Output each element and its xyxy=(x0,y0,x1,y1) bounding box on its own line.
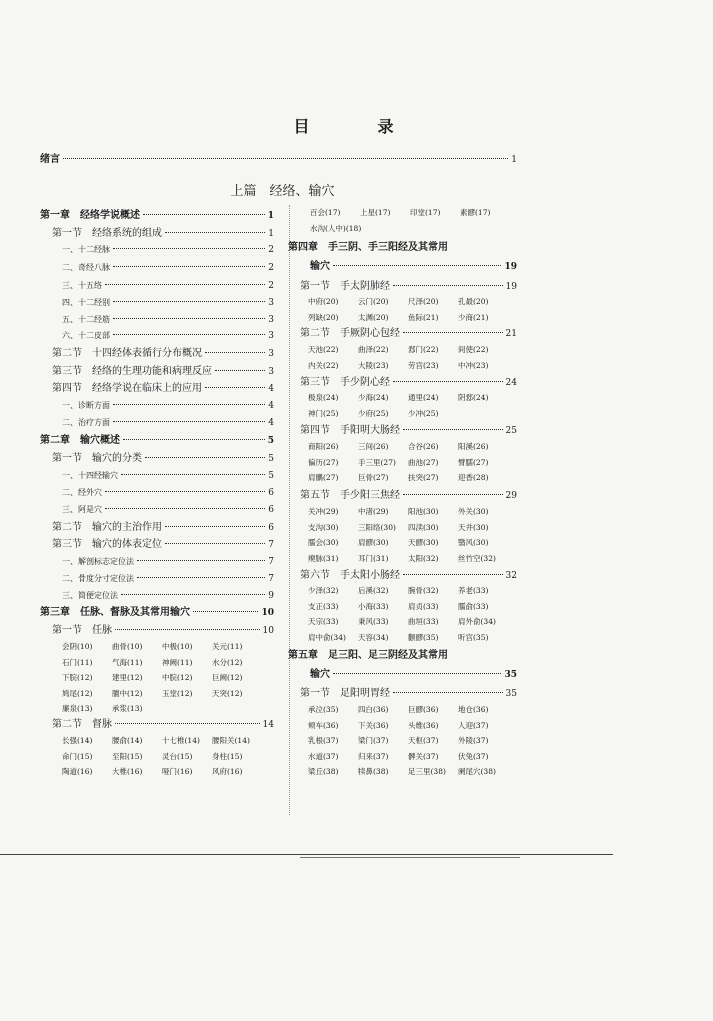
toc-label: 二、骨度分寸定位法 xyxy=(62,574,134,583)
acupoint-entry: 少海(24) xyxy=(358,393,389,402)
toc-page-number: 4 xyxy=(268,384,274,394)
acupoint-entry: 云门(20) xyxy=(358,297,389,306)
acupoint-entry: 下关(36) xyxy=(358,720,389,730)
toc-entry[interactable] xyxy=(40,608,274,618)
acupoint-entry: 上星(17) xyxy=(360,208,391,217)
toc-label: 第二节 十四经体表循行分布概况 xyxy=(52,348,202,359)
leader-dots xyxy=(113,301,265,302)
leader-dots xyxy=(137,560,265,561)
acupoint-entry: 鱼际(21) xyxy=(408,312,439,322)
toc-page-number: 35 xyxy=(504,670,517,680)
toc-entry[interactable] xyxy=(52,349,274,359)
toc-entry[interactable] xyxy=(300,329,517,339)
toc-label: 第三节 手少阴心经 xyxy=(300,377,390,388)
toc-page-number: 2 xyxy=(268,245,274,255)
acupoint-entry: 养老(33) xyxy=(458,586,489,595)
acupoint-entry: 巨骨(27) xyxy=(358,473,389,482)
leader-dots xyxy=(105,491,265,492)
acupoint-entry: 少泽(32) xyxy=(308,586,339,595)
leader-dots xyxy=(113,318,265,319)
acupoint-entry: 阳池(30) xyxy=(408,507,439,516)
acupoint-entry: 气海(11) xyxy=(112,657,143,667)
acupoint-entry: 天髎(30) xyxy=(408,538,439,547)
toc-entry[interactable] xyxy=(52,523,274,533)
toc-label: 第一节 任脉 xyxy=(52,625,112,636)
leader-dots xyxy=(215,370,265,371)
acupoint-entry: 少冲(25) xyxy=(408,408,439,418)
toc-page-number: 3 xyxy=(268,315,274,325)
acupoint-entry: 臂臑(27) xyxy=(458,457,489,467)
points-grid xyxy=(308,298,508,321)
acupoint-entry: 偏历(27) xyxy=(308,457,339,467)
acupoint-entry: 神门(25) xyxy=(308,408,339,418)
toc-entry[interactable] xyxy=(62,332,274,341)
leader-dots xyxy=(115,723,260,724)
toc-label: 第一节 手太阴肺经 xyxy=(300,281,390,292)
acupoint-entry: 少府(25) xyxy=(358,408,389,418)
points-grid xyxy=(62,737,262,776)
acupoint-entry: 十七椎(14) xyxy=(162,736,200,745)
toc-page-number: 6 xyxy=(268,505,274,515)
toc-label: 二、治疗方面 xyxy=(62,418,110,427)
toc-entry[interactable] xyxy=(62,575,274,584)
acupoint-entry: 鸠尾(12) xyxy=(62,688,93,698)
toc-page-number: 1 xyxy=(267,211,274,221)
acupoint-entry: 百会(17) xyxy=(310,208,341,217)
toc-entry[interactable] xyxy=(52,626,274,636)
toc-entry[interactable] xyxy=(52,367,274,377)
toc-label: 输穴 xyxy=(310,261,330,272)
acupoint-entry: 曲泽(22) xyxy=(358,345,389,354)
acupoint-entry: 中脘(12) xyxy=(162,673,193,682)
toc-page-number: 3 xyxy=(268,331,274,341)
part-title: 上篇 经络、输穴 xyxy=(230,184,335,199)
points-grid xyxy=(62,643,262,713)
toc-entry[interactable] xyxy=(40,436,274,446)
toc-label: 一、解剖标志定位法 xyxy=(62,557,134,566)
acupoint-entry: 耳门(31) xyxy=(358,553,389,563)
acupoint-entry: 天宗(33) xyxy=(308,617,339,626)
points-grid xyxy=(308,706,508,776)
acupoint-entry: 间使(22) xyxy=(458,345,489,354)
acupoint-entry: 会阴(10) xyxy=(62,642,93,651)
toc-label: 三、十五络 xyxy=(62,281,102,290)
acupoint-entry: 翳风(30) xyxy=(458,538,489,547)
leader-dots xyxy=(403,494,503,495)
acupoint-entry: 中冲(23) xyxy=(458,360,489,370)
toc-label: 第四节 手阳明大肠经 xyxy=(300,425,400,436)
leader-dots xyxy=(165,526,265,527)
acupoint-entry: 小海(33) xyxy=(358,601,389,611)
acupoint-entry: 伏兔(37) xyxy=(458,751,489,761)
acupoint-entry: 臑会(30) xyxy=(308,538,339,547)
acupoint-entry: 内关(22) xyxy=(308,360,339,370)
toc-page-number: 10 xyxy=(261,608,274,618)
page-rule xyxy=(300,857,520,858)
page-title: 目 录 xyxy=(293,117,420,136)
acupoint-entry: 曲骨(10) xyxy=(112,642,143,651)
acupoint-entry: 阳溪(26) xyxy=(458,442,489,451)
acupoint-entry: 人迎(37) xyxy=(458,720,489,730)
leader-dots xyxy=(333,265,501,266)
acupoint-entry: 迎香(28) xyxy=(458,473,489,482)
toc-label: 三、阿是穴 xyxy=(62,505,102,514)
acupoint-entry: 颊车(36) xyxy=(308,720,339,730)
leader-dots xyxy=(205,352,265,353)
toc-entry[interactable] xyxy=(62,299,274,308)
leader-dots xyxy=(145,457,265,458)
acupoint-entry: 地仓(36) xyxy=(458,705,489,714)
acupoint-entry: 劳宫(23) xyxy=(408,360,439,370)
acupoint-entry: 足三里(38) xyxy=(408,767,446,776)
acupoint-entry: 尺泽(20) xyxy=(408,297,439,306)
acupoint-entry: 阑尾穴(38) xyxy=(458,767,496,776)
acupoint-entry: 髀关(37) xyxy=(408,751,439,761)
acupoint-entry: 四白(36) xyxy=(358,705,389,714)
toc-entry[interactable] xyxy=(62,506,274,515)
acupoint-entry: 后溪(32) xyxy=(358,586,389,595)
acupoint-entry: 手三里(27) xyxy=(358,457,396,467)
leader-dots xyxy=(165,543,265,544)
acupoint-entry: 极泉(24) xyxy=(308,393,339,402)
acupoint-entry: 关冲(29) xyxy=(308,507,339,516)
toc-page-number: 3 xyxy=(268,349,274,359)
acupoint-entry: 梁门(37) xyxy=(358,736,389,745)
toc-page-number: 3 xyxy=(268,298,274,308)
acupoint-entry: 天池(22) xyxy=(308,345,339,354)
leader-dots xyxy=(123,439,265,440)
toc-entry[interactable] xyxy=(288,651,448,661)
leader-dots xyxy=(403,332,503,333)
acupoint-entry: 承泣(35) xyxy=(308,705,339,714)
leader-dots xyxy=(113,404,265,405)
toc-page-number: 5 xyxy=(268,454,274,464)
toc-label: 三、简便定位法 xyxy=(62,591,118,600)
toc-label: 五、十二经筋 xyxy=(62,315,110,324)
acupoint-entry: 听宫(35) xyxy=(458,632,489,642)
acupoint-entry: 大椎(16) xyxy=(112,767,143,776)
acupoint-entry: 肩外俞(34) xyxy=(458,617,496,626)
toc-entry[interactable] xyxy=(52,454,274,464)
toc-entry[interactable] xyxy=(300,571,517,581)
acupoint-entry: 印堂(17) xyxy=(410,208,441,217)
acupoint-entry: 至阳(15) xyxy=(112,751,143,761)
acupoint-entry: 素髎(17) xyxy=(460,208,491,217)
acupoint-entry: 郄门(22) xyxy=(408,345,439,354)
leader-dots xyxy=(393,285,503,286)
toc-page-number: 3 xyxy=(268,367,274,377)
toc-page-number: 5 xyxy=(267,436,274,446)
toc-entry[interactable] xyxy=(288,243,448,253)
acupoint-entry: 关元(11) xyxy=(212,642,243,651)
acupoint-entry: 身柱(15) xyxy=(212,751,243,761)
leader-dots xyxy=(113,266,265,267)
toc-entry[interactable] xyxy=(52,384,274,394)
acupoint-entry: 肩中俞(34) xyxy=(308,632,346,642)
points-grid xyxy=(308,346,508,369)
leader-dots xyxy=(403,574,503,575)
toc-label: 第一章 经络学说概述 xyxy=(40,210,140,221)
toc-page-number: 10 xyxy=(262,626,274,636)
toc-entry[interactable] xyxy=(52,540,274,550)
toc-entry[interactable] xyxy=(310,262,517,272)
acupoint-entry: 三间(26) xyxy=(358,442,389,451)
toc-entry[interactable] xyxy=(62,489,274,498)
toc-entry[interactable] xyxy=(40,211,274,221)
leader-dots xyxy=(105,284,265,285)
toc-label: 第三节 经络的生理功能和病理反应 xyxy=(52,366,212,377)
acupoint-entry: 太渊(20) xyxy=(358,312,389,322)
points-grid xyxy=(308,587,508,641)
column-divider xyxy=(289,205,290,815)
acupoint-entry: 水沟(人中)(18) xyxy=(310,223,362,233)
toc-page-number: 7 xyxy=(268,557,274,567)
toc-entry[interactable] xyxy=(310,670,517,680)
leader-dots xyxy=(121,594,265,595)
toc-page-number: 2 xyxy=(268,281,274,291)
toc-page-number: 19 xyxy=(504,262,517,272)
toc-page-number: 19 xyxy=(505,282,517,292)
toc-label: 四、十二经别 xyxy=(62,298,110,307)
toc-page-number: 5 xyxy=(268,471,274,481)
toc-label: 绪言 xyxy=(40,154,60,165)
acupoint-entry: 腰阳关(14) xyxy=(212,736,250,745)
acupoint-entry: 少商(21) xyxy=(458,312,489,322)
toc-label: 第一节 经络系统的组成 xyxy=(52,228,162,239)
acupoint-entry: 丝竹空(32) xyxy=(458,553,496,563)
toc-label: 二、奇经八脉 xyxy=(62,263,110,272)
toc-page-number: 1 xyxy=(511,155,517,165)
acupoint-entry: 阴郄(24) xyxy=(458,393,489,402)
leader-dots xyxy=(115,629,260,630)
toc-entry[interactable] xyxy=(300,689,517,699)
acupoint-entry: 犊鼻(38) xyxy=(358,767,389,776)
acupoint-entry: 秉风(33) xyxy=(358,617,389,626)
acupoint-entry: 瘈脉(31) xyxy=(308,553,339,563)
toc-page-number: 6 xyxy=(268,523,274,533)
acupoint-entry: 颧髎(35) xyxy=(408,632,439,642)
acupoint-entry: 太阳(32) xyxy=(408,553,439,563)
points-grid xyxy=(308,394,508,417)
leader-dots xyxy=(113,421,265,422)
toc-entry[interactable] xyxy=(62,402,274,411)
acupoint-entry: 外陵(37) xyxy=(458,736,489,745)
acupoint-entry: 扶突(27) xyxy=(408,473,439,482)
toc-label: 第五节 手少阳三焦经 xyxy=(300,490,400,501)
acupoint-entry: 三阳络(30) xyxy=(358,522,396,532)
acupoint-entry: 列缺(20) xyxy=(308,312,339,322)
acupoint-entry: 曲池(27) xyxy=(408,457,439,467)
acupoint-entry: 支沟(30) xyxy=(308,522,339,532)
toc-entry[interactable] xyxy=(62,592,274,601)
toc-label: 输穴 xyxy=(310,669,330,680)
leader-dots xyxy=(393,692,503,693)
acupoint-entry: 乳根(37) xyxy=(308,736,339,745)
toc-entry[interactable] xyxy=(62,264,274,273)
acupoint-entry: 神阙(11) xyxy=(162,657,193,667)
acupoint-entry: 玉堂(12) xyxy=(162,688,193,698)
toc-entry[interactable] xyxy=(62,472,274,481)
acupoint-entry: 通里(24) xyxy=(408,393,439,402)
toc-label: 一、十四经输穴 xyxy=(62,471,118,480)
leader-dots xyxy=(63,158,508,159)
acupoint-entry: 下脘(12) xyxy=(62,673,93,682)
leader-dots xyxy=(113,248,265,249)
toc-page-number: 9 xyxy=(268,591,274,601)
acupoint-entry: 膻中(12) xyxy=(112,688,143,698)
toc-page-number: 21 xyxy=(505,329,517,339)
points-grid xyxy=(308,443,508,482)
leader-dots xyxy=(205,387,265,388)
acupoint-entry: 支正(33) xyxy=(308,601,339,611)
toc-entry[interactable] xyxy=(62,419,274,428)
leader-dots xyxy=(105,508,265,509)
toc-label: 第五章 足三阳、足三阴经及其常用 xyxy=(288,650,448,661)
toc-label: 一、十二经脉 xyxy=(62,245,110,254)
toc-entry[interactable] xyxy=(52,229,274,239)
leader-dots xyxy=(393,381,503,382)
leader-dots xyxy=(333,673,501,674)
toc-label: 第三节 输穴的体表定位 xyxy=(52,539,162,550)
acupoint-entry: 商阳(26) xyxy=(308,442,339,451)
acupoint-entry: 长强(14) xyxy=(62,736,93,745)
acupoint-entry: 水分(12) xyxy=(212,657,243,667)
toc-label: 第一节 足阳明胃经 xyxy=(300,688,390,699)
acupoint-entry: 天突(12) xyxy=(212,688,243,698)
leader-dots xyxy=(113,334,265,335)
acupoint-entry: 天容(34) xyxy=(358,632,389,642)
acupoint-entry: 天枢(37) xyxy=(408,736,439,745)
acupoint-entry: 腕骨(32) xyxy=(408,586,439,595)
acupoint-entry: 肩髎(30) xyxy=(358,538,389,547)
toc-page-number: 14 xyxy=(262,720,274,730)
acupoint-entry: 巨髎(36) xyxy=(408,705,439,714)
acupoint-entry: 曲垣(33) xyxy=(408,617,439,626)
acupoint-entry: 陶道(16) xyxy=(62,767,93,776)
acupoint-entry: 哑门(16) xyxy=(162,767,193,776)
acupoint-entry: 肩贞(33) xyxy=(408,601,439,611)
acupoint-entry: 归来(37) xyxy=(358,751,389,761)
acupoint-entry: 外关(30) xyxy=(458,507,489,516)
toc-label: 第二章 输穴概述 xyxy=(40,435,120,446)
toc-page-number: 1 xyxy=(268,229,274,239)
toc-entry[interactable] xyxy=(300,491,517,501)
toc-label: 第二节 手厥阴心包经 xyxy=(300,328,400,339)
toc-page-number: 25 xyxy=(505,426,517,436)
toc-page-number: 29 xyxy=(505,491,517,501)
toc-label: 六、十二皮部 xyxy=(62,331,110,340)
acupoint-entry: 廉泉(13) xyxy=(62,704,93,713)
toc-entry[interactable] xyxy=(62,316,274,325)
acupoint-entry: 大陵(23) xyxy=(358,360,389,370)
toc-page-number: 7 xyxy=(268,540,274,550)
acupoint-entry: 建里(12) xyxy=(112,673,143,682)
toc-page-number: 2 xyxy=(268,263,274,273)
acupoint-entry: 灵台(15) xyxy=(162,751,193,761)
toc-entry[interactable] xyxy=(62,282,274,291)
toc-entry-preface[interactable] xyxy=(40,155,517,165)
leader-dots xyxy=(137,577,265,578)
acupoint-entry: 石门(11) xyxy=(62,657,93,667)
page-rule xyxy=(0,854,613,855)
toc-entry[interactable] xyxy=(62,558,274,567)
toc-label: 一、诊断方面 xyxy=(62,401,110,410)
acupoint-entry: 巨阙(12) xyxy=(212,673,243,682)
toc-label: 第二节 输穴的主治作用 xyxy=(52,522,162,533)
toc-label: 第二节 督脉 xyxy=(52,719,112,730)
toc-entry[interactable] xyxy=(300,378,517,388)
toc-label: 第三章 任脉、督脉及其常用输穴 xyxy=(40,607,190,618)
toc-entry[interactable] xyxy=(300,282,517,292)
toc-page-number: 6 xyxy=(268,488,274,498)
acupoint-entry: 肩髃(27) xyxy=(308,473,339,482)
leader-dots xyxy=(165,232,265,233)
acupoint-entry: 中渚(29) xyxy=(358,507,389,516)
toc-entry[interactable] xyxy=(62,246,274,255)
toc-page-number: 35 xyxy=(505,689,517,699)
toc-entry[interactable] xyxy=(52,720,274,730)
leader-dots xyxy=(403,429,503,430)
acupoint-entry: 承浆(13) xyxy=(112,704,143,713)
acupoint-entry: 合谷(26) xyxy=(408,442,439,451)
acupoint-entry: 天井(30) xyxy=(458,522,489,532)
toc-page-number: 4 xyxy=(268,418,274,428)
acupoint-entry: 中极(10) xyxy=(162,642,193,651)
points-grid xyxy=(308,508,508,562)
toc-page-number: 24 xyxy=(505,378,517,388)
toc-page-number: 4 xyxy=(268,401,274,411)
acupoint-entry: 臑俞(33) xyxy=(458,601,489,611)
toc-label: 第四章 手三阴、手三阳经及其常用 xyxy=(288,242,448,253)
toc-label: 二、经外穴 xyxy=(62,488,102,497)
acupoint-entry: 头维(36) xyxy=(408,720,439,730)
toc-label: 第一节 输穴的分类 xyxy=(52,453,142,464)
toc-page-number: 7 xyxy=(268,574,274,584)
acupoint-entry: 命门(15) xyxy=(62,751,93,761)
points-grid xyxy=(310,209,510,232)
toc-entry[interactable] xyxy=(300,426,517,436)
acupoint-entry: 梁丘(38) xyxy=(308,767,339,776)
acupoint-entry: 中府(20) xyxy=(308,297,339,306)
toc-label: 第四节 经络学说在临床上的应用 xyxy=(52,383,202,394)
acupoint-entry: 风府(16) xyxy=(212,767,243,776)
acupoint-entry: 孔最(20) xyxy=(458,297,489,306)
leader-dots xyxy=(121,474,265,475)
acupoint-entry: 水道(37) xyxy=(308,751,339,761)
toc-label: 第六节 手太阳小肠经 xyxy=(300,570,400,581)
leader-dots xyxy=(143,214,265,215)
leader-dots xyxy=(193,611,258,612)
acupoint-entry: 腰俞(14) xyxy=(112,736,143,745)
acupoint-entry: 四渎(30) xyxy=(408,522,439,532)
toc-page-number: 32 xyxy=(505,571,517,581)
